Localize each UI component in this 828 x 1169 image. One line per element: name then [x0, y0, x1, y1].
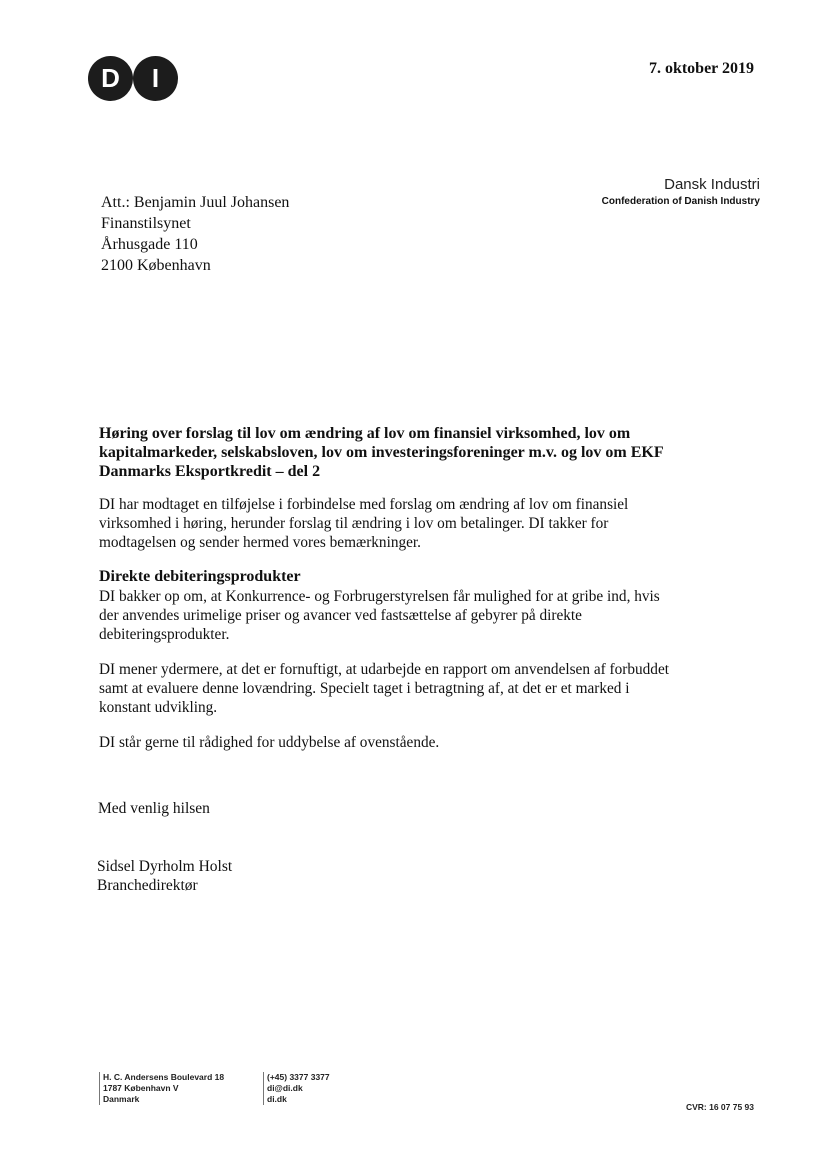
- body-paragraph-4: DI står gerne til rådighed for uddybelse af ovenstående.: [99, 734, 440, 751]
- footer-contact: [263, 1072, 330, 1105]
- recipient-address: [101, 192, 289, 276]
- signer-name: Sidsel Dyrholm Holst: [97, 858, 233, 875]
- footer-address: [99, 1072, 224, 1105]
- footer-email: di@di.dk: [267, 1083, 303, 1093]
- organization-subtitle: Confederation of Danish Industry: [601, 196, 760, 207]
- closing-phrase: Med venlig hilsen: [98, 800, 210, 817]
- di-logo: [88, 56, 178, 102]
- body-paragraph-3: DI mener ydermere, at det er fornuftigt, at udarbejde en rapport om anvendelsen af forbuddet samt at evaluere denne lovændring. Specielt taget i betragtning af, at det er et marked i konstant udvikling.: [99, 661, 669, 716]
- footer-country: Danmark: [103, 1094, 140, 1104]
- recipient-city: 2100 København: [101, 257, 211, 274]
- signature-block: [97, 857, 232, 895]
- footer-phone: (+45) 3377 3377: [267, 1072, 330, 1082]
- footer-postal: 1787 København V: [103, 1083, 179, 1093]
- logo-letter-d: D: [88, 56, 133, 101]
- footer-cvr: CVR: 16 07 75 93: [685, 1102, 754, 1112]
- body-paragraph-2: DI bakker op om, at Konkurrence- og Forbrugerstyrelsen får mulighed for at gribe ind, hvis der anvendes urimelige priser og avancer ved fastsættelse af gebyrer på direkte debiteringsprodukter.: [99, 588, 660, 643]
- letter-subject: Høring over forslag til lov om ændring af lov om finansiel virksomhed, lov om kapitalmarkeder, selskabsloven, lov om investeringsforeninger m.v. og lov om EKF Danmarks Eksportkredit – del 2: [99, 425, 664, 480]
- signer-title: Branchedirektør: [97, 877, 198, 894]
- organization-block: [602, 176, 760, 207]
- logo-letter-i: I: [133, 56, 178, 101]
- recipient-street: Århusgade 110: [101, 236, 198, 253]
- recipient-organization: Finanstilsynet: [101, 215, 191, 232]
- recipient-att: Att.: Benjamin Juul Johansen: [101, 194, 290, 211]
- footer-website: di.dk: [267, 1094, 287, 1104]
- section-heading: Direkte debiteringsprodukter: [99, 568, 301, 585]
- body-paragraph-1: DI har modtaget en tilføjelse i forbindelse med forslag om ændring af lov om finansiel virksomhed i høring, herunder forslag til ændring i lov om betalinger. DI takker for modtagelsen og sender hermed vores bemærkninger.: [99, 496, 629, 551]
- letter-date: 7. oktober 2019: [648, 60, 754, 77]
- organization-name: Dansk Industri: [664, 176, 760, 193]
- footer-street: H. C. Andersens Boulevard 18: [103, 1072, 225, 1082]
